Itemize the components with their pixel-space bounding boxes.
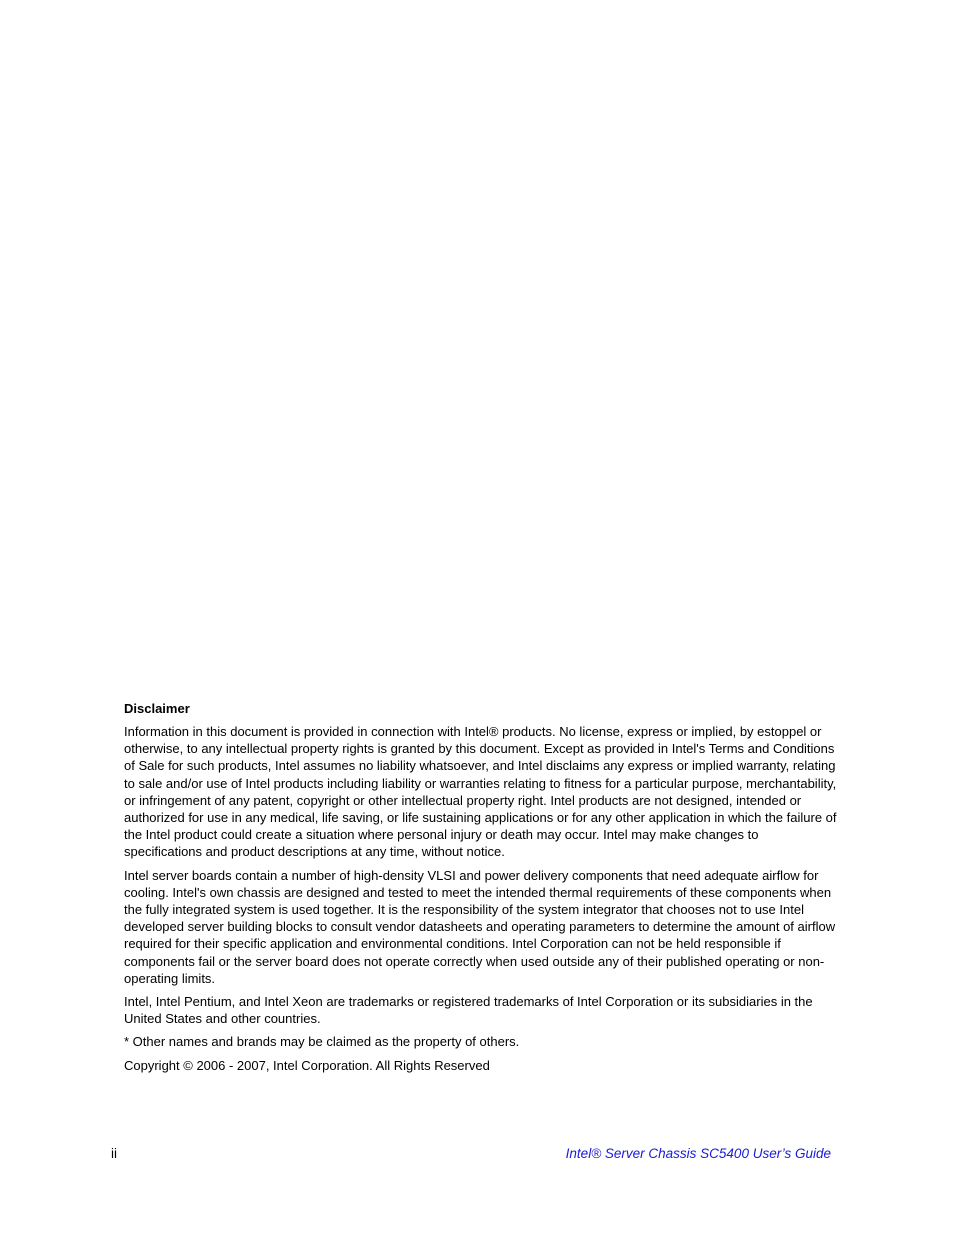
disclaimer-paragraph-other-brands: * Other names and brands may be claimed as the property of others.	[124, 1034, 520, 1050]
disclaimer-paragraph-thermal: Intel server boards contain a number of high-density VLSI and power delivery components that need adequate airflow for cooling. Intel's own chassis are designed and tested to meet the intended thermal requirements of these components when the fully integrated system is used together. It is the responsibility of the system integrator that chooses not to use Intel developed server building blocks to consult vendor datasheets and operating parameters to determine the amount of airflow required for their specific application and environmental conditions. Intel Corporation can not be held responsible if components fail or the server board does not operate correctly when used outside any of their published operating or non-operating limits.	[124, 867, 836, 986]
disclaimer-paragraph-trademarks: Intel, Intel Pentium, and Intel Xeon are trademarks or registered trademarks of Intel Corporation or its subsidiaries in the United States and other countries.	[124, 994, 813, 1027]
copyright-notice: Copyright © 2006 - 2007, Intel Corporation. All Rights Reserved	[124, 1057, 490, 1073]
disclaimer-paragraph-liability: Information in this document is provided in connection with Intel® products. No license, express or implied, by estoppel or otherwise, to any intellectual property rights is granted by this document. Except as provided in Intel's Terms and Conditions of Sale for such products, Intel assumes no liability whatsoever, and Intel disclaims any express or implied warranty, relating to sale and/or use of Intel products including liability or warranties relating to fitness for a particular purpose, merchantability, or infringement of any patent, copyright or other intellectual property right. Intel products are not designed, intended or authorized for use in any medical, life saving, or life sustaining applications or for any other application in which the failure of the Intel product could create a situation where personal injury or death may occur. Intel may make changes to specifications and product descriptions at any time, without notice.	[124, 724, 837, 860]
page-footer	[111, 1145, 831, 1163]
disclaimer-section	[124, 700, 840, 1080]
guide-title: Intel® Server Chassis SC5400 User’s Guide	[565, 1146, 831, 1161]
page-number: ii	[111, 1146, 117, 1161]
disclaimer-heading: Disclaimer	[124, 701, 190, 716]
